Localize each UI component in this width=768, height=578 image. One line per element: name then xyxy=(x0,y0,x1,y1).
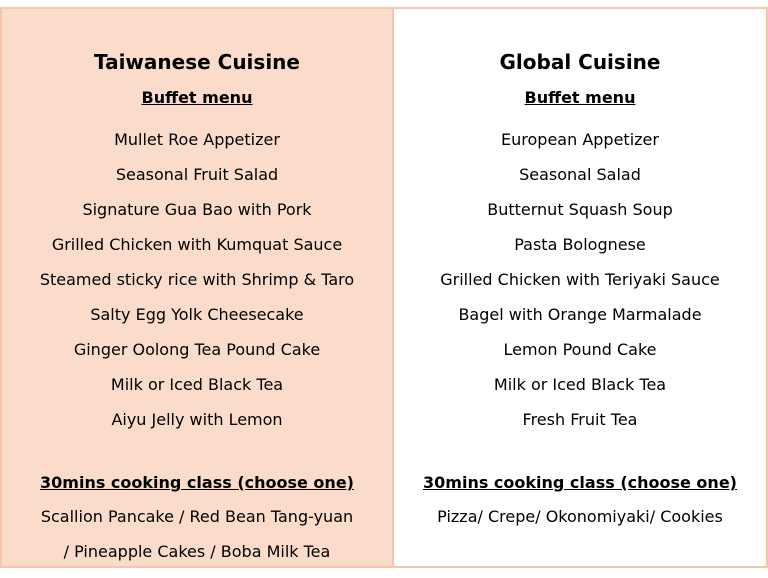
taiwanese-cooking-class-options xyxy=(2,499,392,569)
taiwanese-cuisine-title: Taiwanese Cuisine xyxy=(94,50,300,74)
menu-item: Pasta Bolognese xyxy=(514,235,646,254)
menu-item: Grilled Chicken with Kumquat Sauce xyxy=(51,235,343,254)
menu-item: Lemon Pound Cake xyxy=(503,340,657,359)
menu-item: Fresh Fruit Tea xyxy=(522,410,638,429)
menu-item: Butternut Squash Soup xyxy=(487,200,673,219)
menu-item: Signature Gua Bao with Pork xyxy=(82,200,312,219)
taiwanese-cooking-class-heading: 30mins cooking class (choose one) xyxy=(40,473,354,492)
menu-item: Seasonal Fruit Salad xyxy=(115,165,279,184)
global-cuisine-title: Global Cuisine xyxy=(499,50,661,74)
menu-item: Bagel with Orange Marmalade xyxy=(458,305,702,324)
menu-item: Mullet Roe Appetizer xyxy=(114,130,280,149)
menu-item: Salty Egg Yolk Cheesecake xyxy=(90,305,304,324)
taiwanese-cuisine-column xyxy=(0,9,394,566)
global-buffet-menu-heading: Buffet menu xyxy=(524,88,636,107)
menu-item: Seasonal Salad xyxy=(519,165,641,184)
cooking-class-option: Pizza/ Crepe/ Okonomiyaki/ Cookies xyxy=(437,507,723,526)
cooking-class-option: / Pineapple Cakes / Boba Milk Tea xyxy=(63,542,331,561)
menu-table xyxy=(0,7,768,568)
menu-item: Grilled Chicken with Teriyaki Sauce xyxy=(440,270,720,289)
taiwanese-buffet-menu-heading: Buffet menu xyxy=(141,88,253,107)
menu-item: Milk or Iced Black Tea xyxy=(493,375,667,394)
menu-item: Steamed sticky rice with Shrimp & Taro xyxy=(39,270,355,289)
menu-item: Aiyu Jelly with Lemon xyxy=(111,410,283,429)
global-buffet-items xyxy=(394,122,766,437)
taiwanese-buffet-items xyxy=(2,122,392,437)
menu-item: Milk or Iced Black Tea xyxy=(110,375,284,394)
global-cuisine-column xyxy=(394,9,768,566)
global-cooking-class-options xyxy=(394,499,766,534)
global-cooking-class-heading: 30mins cooking class (choose one) xyxy=(423,473,737,492)
menu-item: European Appetizer xyxy=(501,130,659,149)
menu-item: Ginger Oolong Tea Pound Cake xyxy=(73,340,321,359)
cooking-class-option: Scallion Pancake / Red Bean Tang-yuan xyxy=(40,507,354,526)
